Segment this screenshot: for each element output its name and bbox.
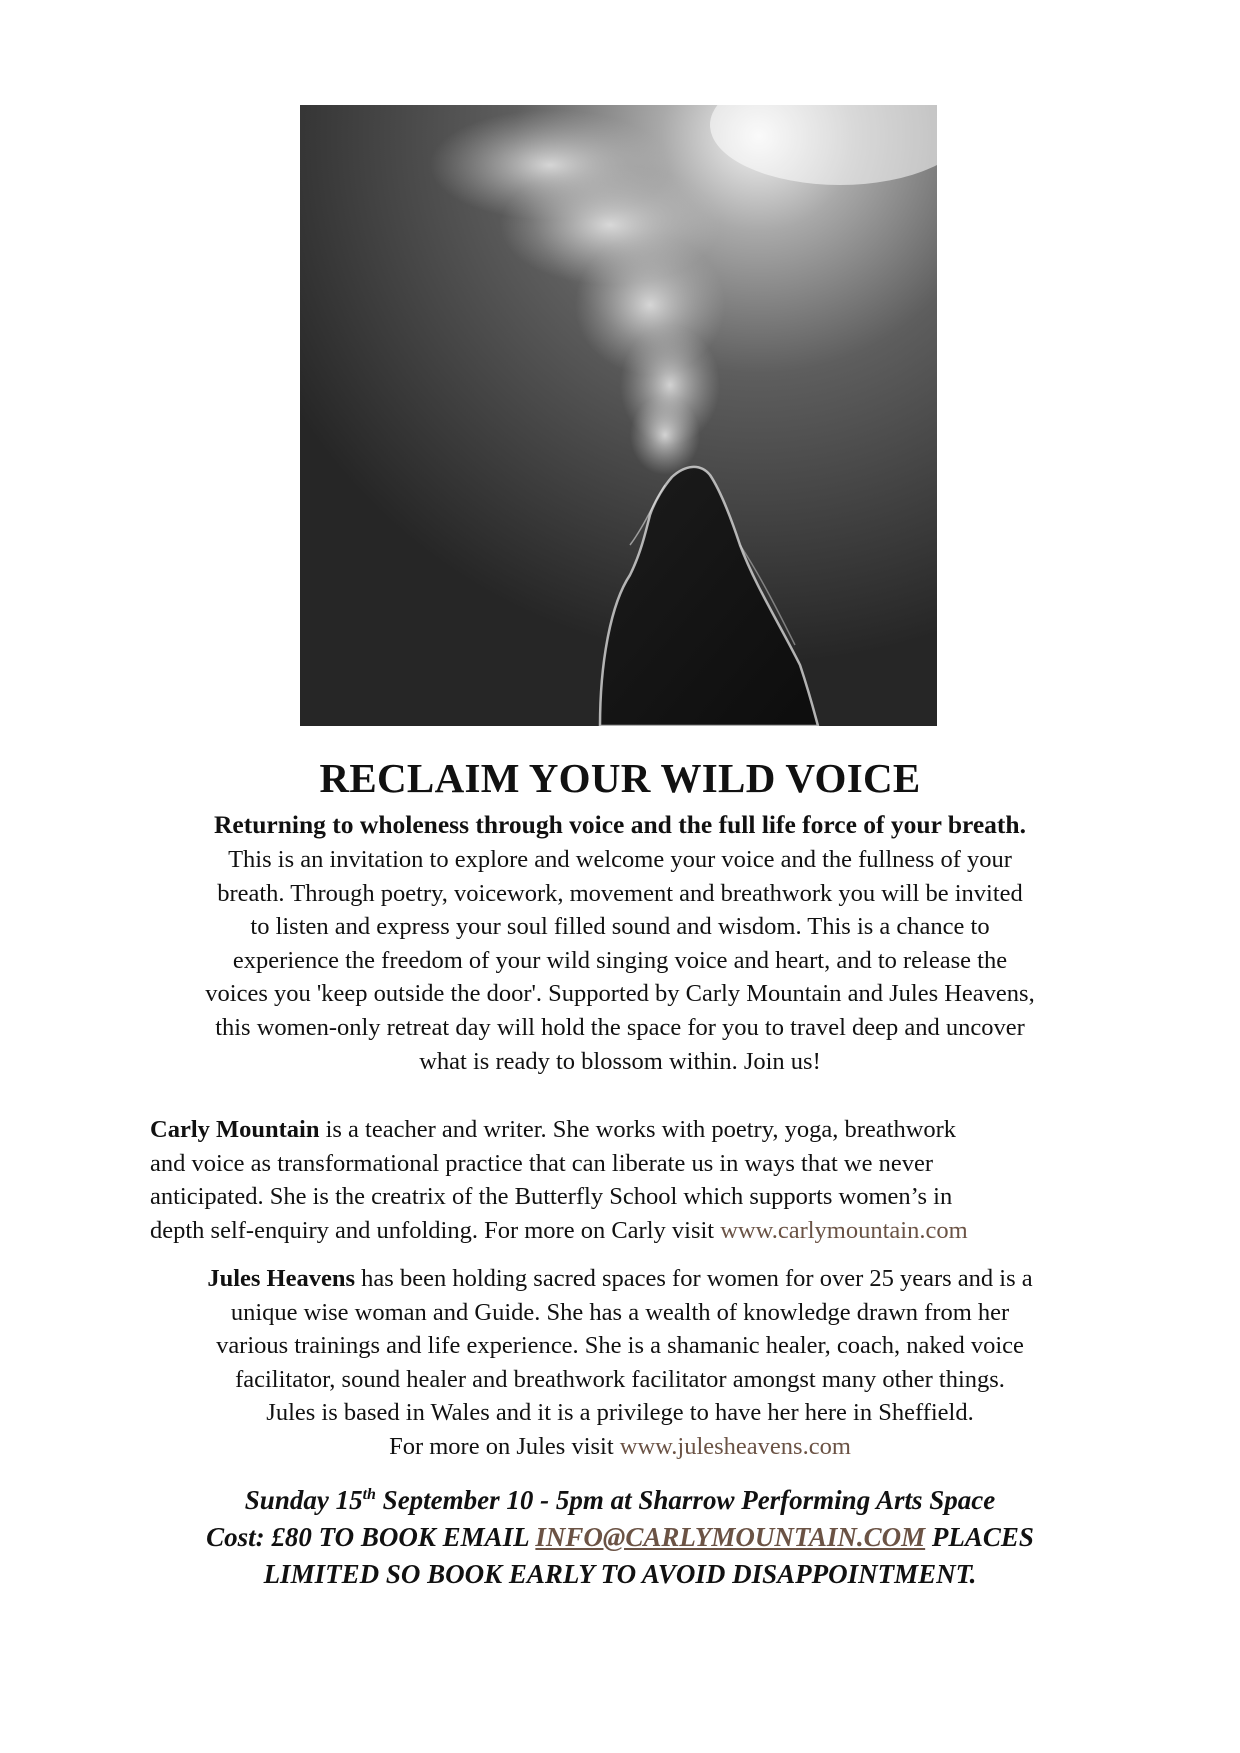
- wolf-illustration: [300, 105, 937, 726]
- intro-line: This is an invitation to explore and welcome your voice and the fullness of your: [228, 846, 1012, 873]
- intro-line: experience the freedom of your wild singing voice and heart, and to release the: [232, 946, 1008, 974]
- intro-line: to listen and express your soul filled sound and wisdom. This is a chance to: [250, 913, 990, 941]
- jules-bio-line: facilitator, sound healer and breathwork facilitator amongst many other things.: [235, 1365, 1005, 1393]
- carly-bio-line: [150, 1113, 1090, 1147]
- intro-paragraph: [130, 843, 1110, 1078]
- jules-bio-text: For more on Jules visit: [389, 1432, 620, 1460]
- event-date-sup: th: [362, 1486, 376, 1503]
- jules-name: Jules Heavens: [207, 1265, 356, 1292]
- jules-website-link[interactable]: www.julesheavens.com: [619, 1432, 851, 1460]
- event-date-line: [100, 1482, 1140, 1519]
- howling-wolf-photo: [300, 105, 937, 726]
- jules-bio: [130, 1262, 1110, 1464]
- event-cost-post: PLACES: [925, 1522, 1034, 1552]
- page-title: RECLAIM YOUR WILD VOICE: [319, 755, 921, 801]
- intro-line: voices you 'keep outside the door'. Supported by Carly Mountain and Jules Heavens,: [205, 980, 1035, 1008]
- carly-bio-text: depth self-enquiry and unfolding. For more on Carly visit: [150, 1216, 721, 1244]
- subtitle: Returning to wholeness through voice and the full life force of your breath.: [214, 810, 1026, 839]
- jules-bio-line: Jules is based in Wales and it is a privilege to have her here in Sheffield.: [266, 1399, 974, 1427]
- event-cost-pre: Cost: £80 TO BOOK EMAIL: [206, 1522, 536, 1552]
- carly-bio: [150, 1113, 1090, 1247]
- carly-website-link[interactable]: www.carlymountain.com: [720, 1216, 968, 1244]
- carly-bio-line: anticipated. She is the creatrix of the Butterfly School which supports women’s in: [150, 1183, 953, 1211]
- event-limited-line: LIMITED SO BOOK EARLY TO AVOID DISAPPOINTMENT.: [263, 1559, 977, 1589]
- event-cost-line: [100, 1519, 1140, 1556]
- event-date-post: September 10 - 5pm at Sharrow Performing Arts Space: [375, 1485, 996, 1515]
- carly-bio-line: and voice as transformational practice that can liberate us in ways that we never: [150, 1149, 933, 1177]
- jules-bio-line: various trainings and life experience. She is a shamanic healer, coach, naked voice: [216, 1332, 1024, 1360]
- jules-bio-text: has been holding sacred spaces for women for over 25 years and is a: [355, 1265, 1033, 1292]
- jules-bio-line: unique wise woman and Guide. She has a wealth of knowledge drawn from her: [230, 1298, 1010, 1326]
- intro-line: this women-only retreat day will hold the space for you to travel deep and uncover: [215, 1013, 1025, 1041]
- event-date-pre: Sunday 15: [244, 1485, 363, 1515]
- jules-bio-line: [130, 1262, 1110, 1296]
- intro-line: what is ready to blossom within. Join us!: [419, 1047, 821, 1075]
- jules-bio-line: [130, 1430, 1110, 1464]
- carly-bio-line: [150, 1214, 1090, 1248]
- carly-name: Carly Mountain: [150, 1116, 320, 1143]
- carly-bio-text: is a teacher and writer. She works with poetry, yoga, breathwork: [319, 1116, 957, 1143]
- event-details: [100, 1482, 1140, 1593]
- intro-line: breath. Through poetry, voicework, movement and breathwork you will be invited: [217, 879, 1023, 907]
- booking-email-link[interactable]: INFO@CARLYMOUNTAIN.COM: [535, 1522, 926, 1552]
